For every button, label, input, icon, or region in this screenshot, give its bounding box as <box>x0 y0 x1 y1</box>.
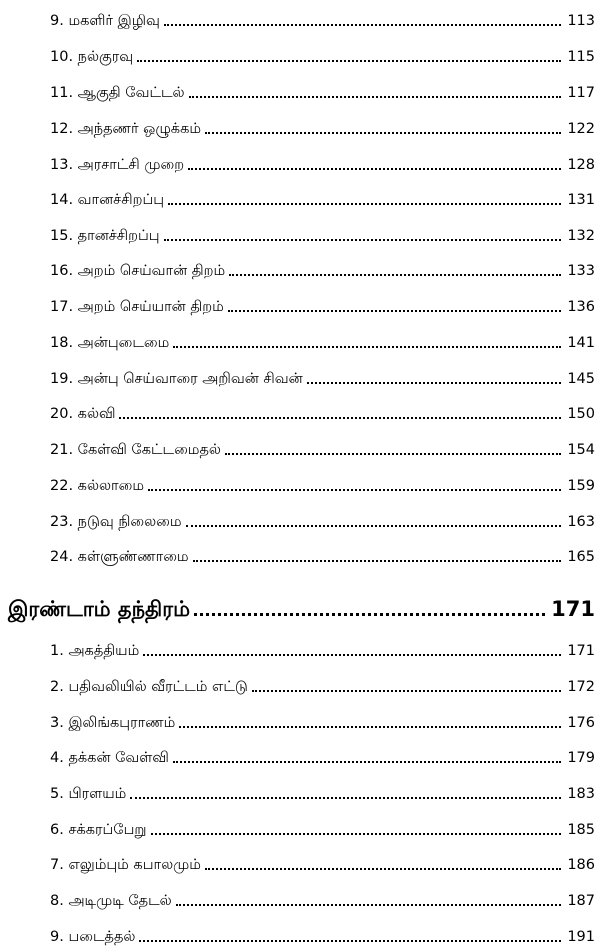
dot-leader <box>194 613 545 616</box>
entry-page-number: 171 <box>567 643 595 659</box>
toc-entry <box>50 326 595 352</box>
dot-leader <box>148 489 561 491</box>
dot-leader <box>164 24 561 26</box>
toc-entry <box>50 290 595 316</box>
toc-entry <box>50 362 595 388</box>
toc-entry <box>50 741 595 767</box>
toc-entry <box>50 634 595 660</box>
entry-page-number: 165 <box>567 549 595 565</box>
entry-page-number: 185 <box>567 822 595 838</box>
dot-leader <box>143 654 561 656</box>
toc-entry <box>50 148 595 174</box>
entry-page-number: 128 <box>567 157 595 173</box>
dot-leader <box>151 833 562 835</box>
toc-entry <box>50 706 595 732</box>
entry-page-number: 131 <box>567 192 595 208</box>
entry-page-number: 187 <box>567 893 595 909</box>
dot-leader <box>225 453 561 455</box>
entry-title: 15. தானச்சிறப்பு <box>50 228 160 244</box>
entry-page-number: 122 <box>567 121 595 137</box>
entry-page-number: 115 <box>567 49 595 65</box>
entry-title: 18. அன்புடைமை <box>50 335 170 351</box>
toc-entry <box>50 254 595 280</box>
dot-leader <box>179 726 561 728</box>
dot-leader <box>130 797 561 799</box>
entry-page-number: 133 <box>567 263 595 279</box>
section-heading <box>8 588 595 622</box>
dot-leader <box>176 904 562 906</box>
toc-entry <box>50 469 595 495</box>
entry-title: 19. அன்பு செய்வாரை அறிவன் சிவன் <box>50 371 303 387</box>
toc-entry <box>50 920 595 946</box>
entry-title: 8. அடிமுடி தேடல் <box>50 893 172 909</box>
dot-leader <box>252 690 562 692</box>
entry-title: 9. படைத்தல் <box>50 929 136 945</box>
entry-page-number: 154 <box>567 442 595 458</box>
dot-leader <box>173 346 561 348</box>
dot-leader <box>164 239 562 241</box>
toc-entry <box>50 433 595 459</box>
entry-page-number: 159 <box>567 478 595 494</box>
entry-page-number: 191 <box>567 929 595 945</box>
entry-page-number: 141 <box>567 335 595 351</box>
section-heading-title: இரண்டாம் தந்திரம் <box>8 597 190 621</box>
toc-entry <box>50 76 595 102</box>
entry-page-number: 145 <box>567 371 595 387</box>
toc-entry <box>50 4 595 30</box>
dot-leader <box>119 417 561 419</box>
section-heading-page-number: 171 <box>551 597 595 621</box>
toc-entry <box>50 813 595 839</box>
dot-leader <box>228 310 562 312</box>
toc-entry <box>50 112 595 138</box>
entry-title: 11. ஆகுதி வேட்டல் <box>50 85 185 101</box>
entry-page-number: 176 <box>567 715 595 731</box>
toc-entry <box>50 540 595 566</box>
entry-page-number: 132 <box>567 228 595 244</box>
entry-title: 2. பதிவலியில் வீரட்டம் எட்டு <box>50 679 248 695</box>
entry-page-number: 183 <box>567 786 595 802</box>
toc-entry <box>50 397 595 423</box>
entry-title: 17. அறம் செய்யான் திறம் <box>50 299 224 315</box>
entry-title: 24. கள்ளுண்ணாமை <box>50 549 189 565</box>
entry-page-number: 136 <box>567 299 595 315</box>
toc-entry <box>50 777 595 803</box>
toc-entry <box>50 848 595 874</box>
entry-title: 5. பிரளயம் <box>50 786 127 802</box>
dot-leader <box>137 60 561 62</box>
entry-page-number: 117 <box>567 85 595 101</box>
dot-leader <box>189 96 562 98</box>
entry-title: 16. அறம் செய்வான் திறம் <box>50 263 226 279</box>
entry-page-number: 179 <box>567 750 595 766</box>
toc-entry <box>50 183 595 209</box>
toc-entry <box>50 40 595 66</box>
dot-leader <box>188 168 561 170</box>
dot-leader <box>193 560 562 562</box>
toc-entry <box>50 884 595 910</box>
entry-page-number: 113 <box>567 13 595 29</box>
entry-title: 14. வானச்சிறப்பு <box>50 192 165 208</box>
entry-title: 9. மகளிர் இழிவு <box>50 13 160 29</box>
entry-page-number: 186 <box>567 857 595 873</box>
entry-title: 7. எலும்பும் கபாலமும் <box>50 857 201 873</box>
dot-leader <box>186 525 562 527</box>
entry-title: 1. அகத்தியம் <box>50 643 140 659</box>
entry-title: 12. அந்தணர் ஒழுக்கம் <box>50 121 202 137</box>
entry-title: 4. தக்கன் வேள்வி <box>50 750 169 766</box>
entry-page-number: 172 <box>567 679 595 695</box>
entry-title: 10. நல்குரவு <box>50 49 134 65</box>
dot-leader <box>205 132 561 134</box>
entry-title: 13. அரசாட்சி முறை <box>50 157 185 173</box>
entry-page-number: 163 <box>567 514 595 530</box>
entry-title: 3. இலிங்கபுராணம் <box>50 715 176 731</box>
dot-leader <box>307 382 562 384</box>
entry-title: 21. கேள்வி கேட்டமைதல் <box>50 442 221 458</box>
dot-leader <box>168 203 561 205</box>
entry-title: 22. கல்லாமை <box>50 478 144 494</box>
dot-leader <box>205 868 561 870</box>
entry-page-number: 150 <box>567 406 595 422</box>
entry-title: 23. நடுவு நிலைமை <box>50 514 182 530</box>
dot-leader <box>229 274 561 276</box>
toc-entry <box>50 670 595 696</box>
toc-entry <box>50 505 595 531</box>
entry-title: 20. கல்வி <box>50 406 116 422</box>
toc-entry <box>50 219 595 245</box>
dot-leader <box>139 940 561 942</box>
dot-leader <box>173 761 561 763</box>
entry-title: 6. சக்கரப்பேறு <box>50 822 147 838</box>
